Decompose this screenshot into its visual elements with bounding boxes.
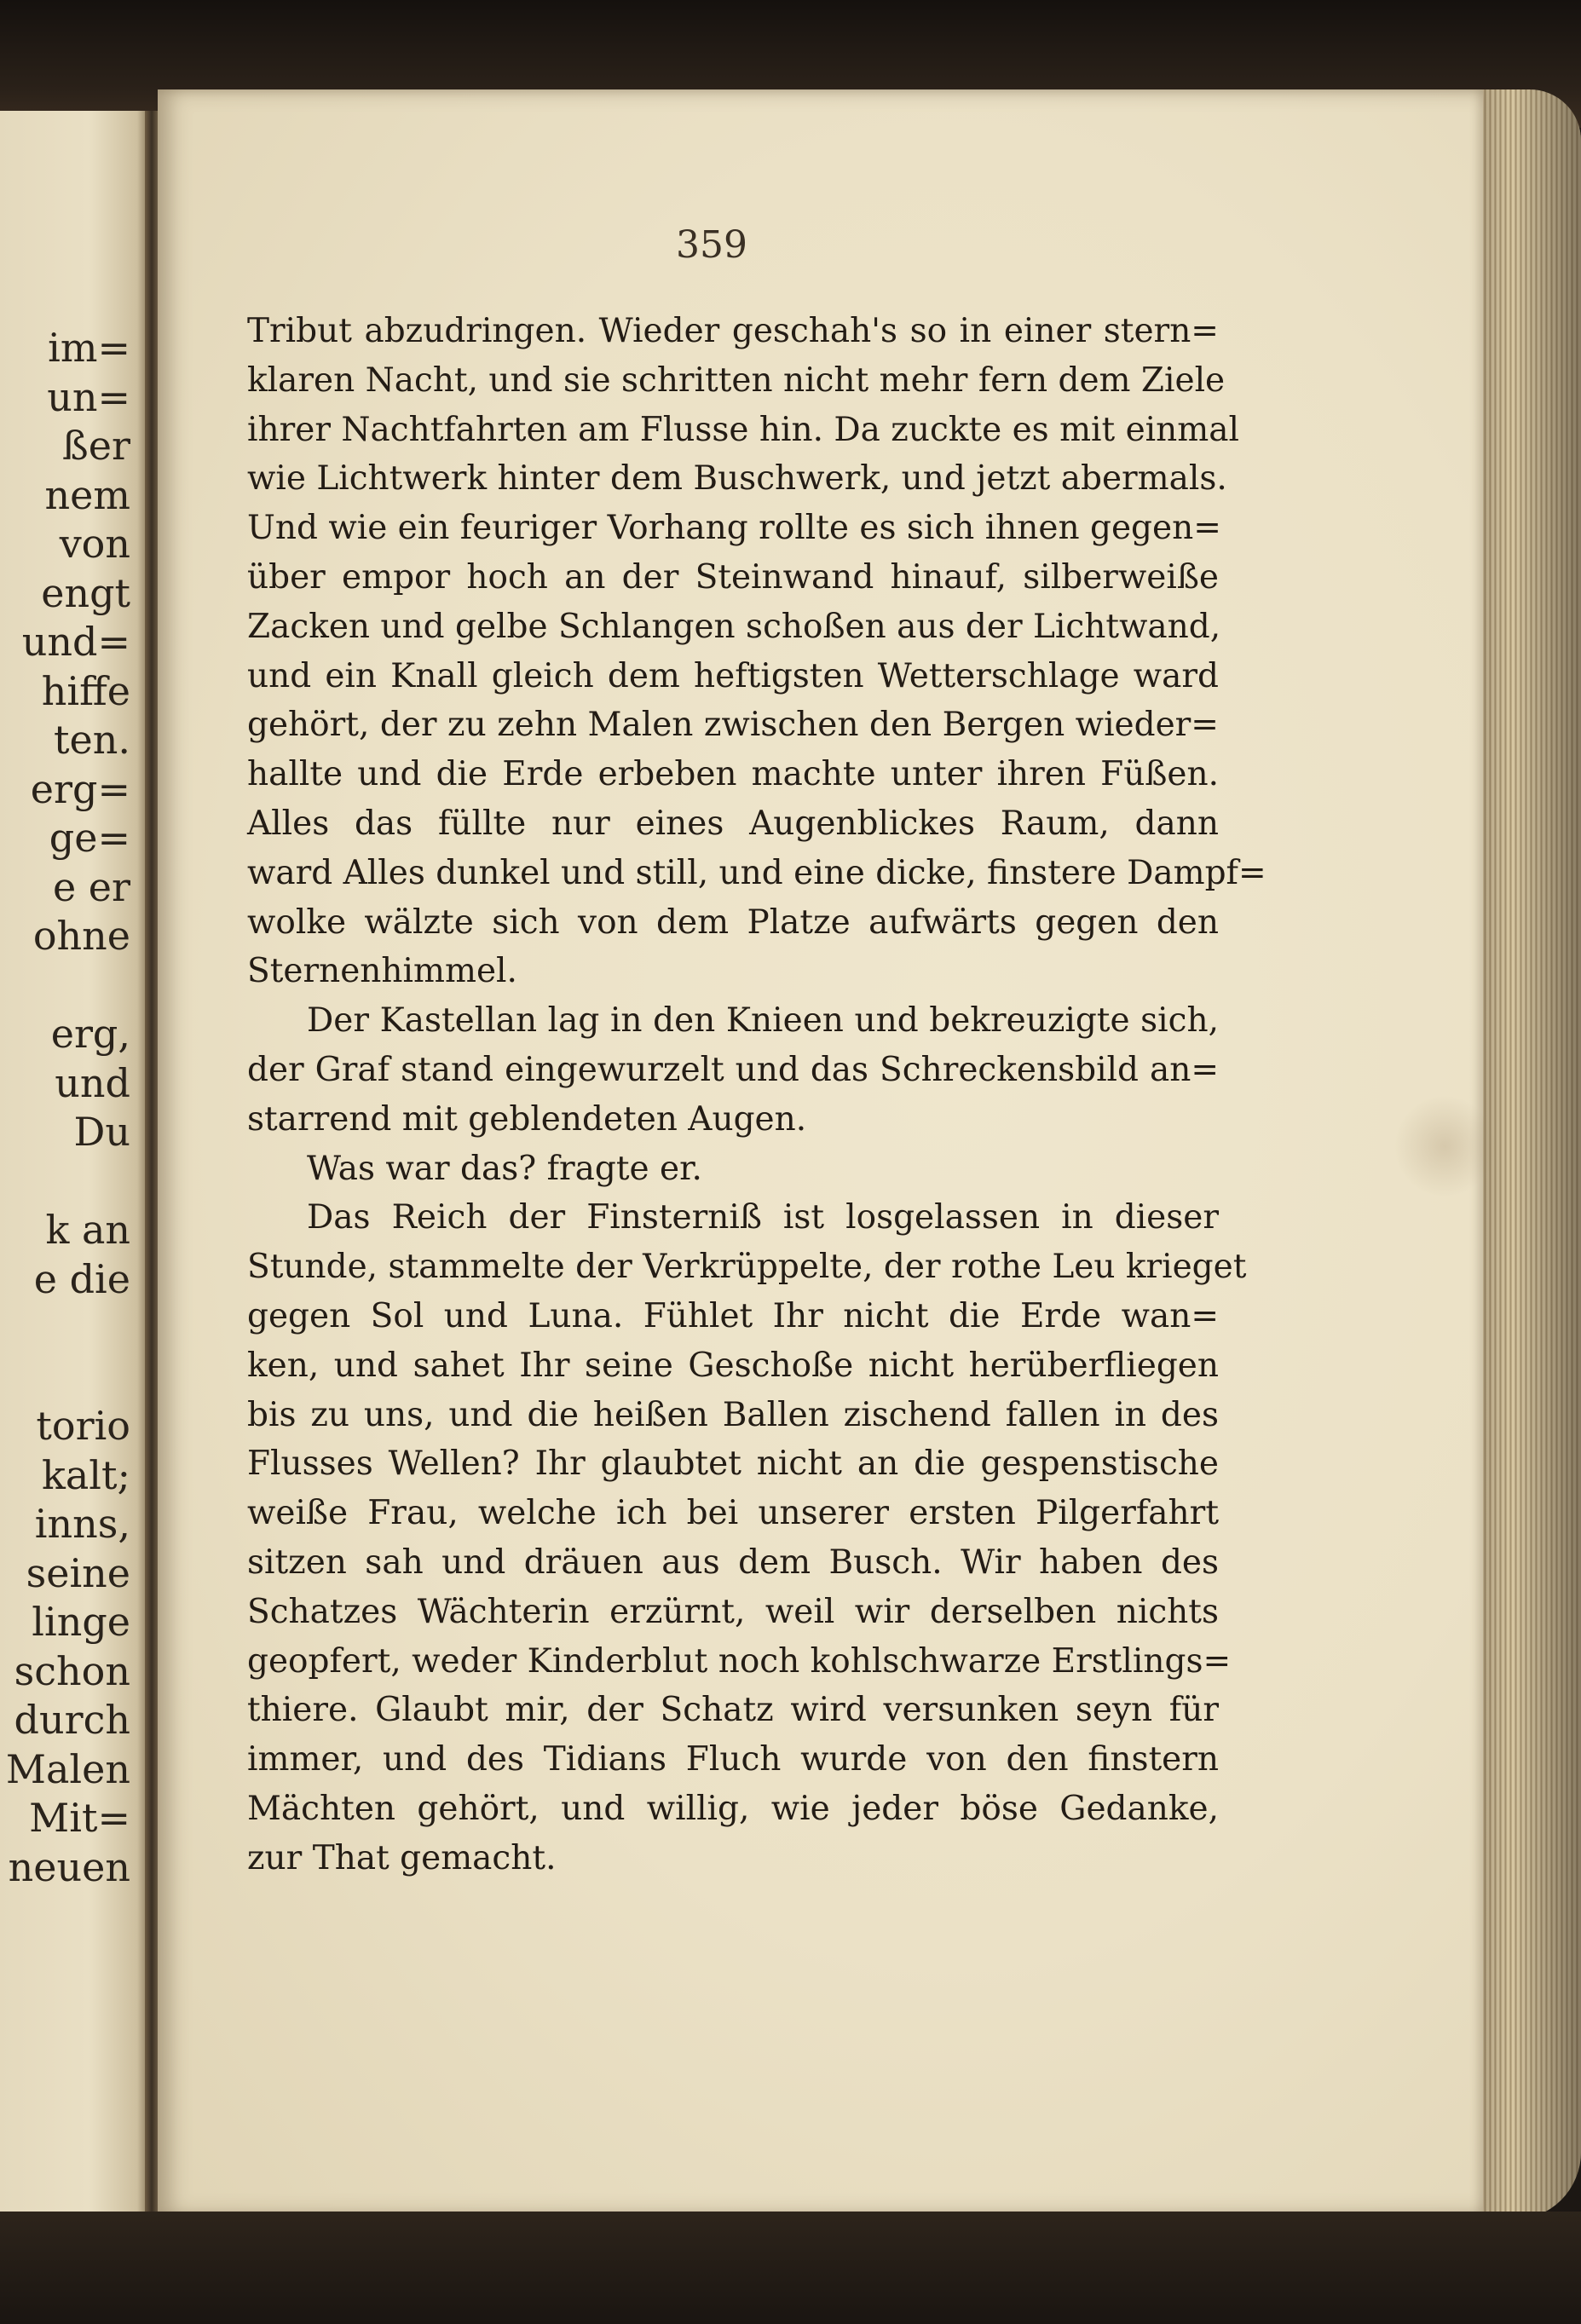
text-line: Stunde, stammelte der Verkrüppelte, der rothe Leu krieget bbox=[247, 1248, 1247, 1287]
text-line: geopfert, weder Kinderblut noch kohlschwarze Erstlings= bbox=[247, 1641, 1232, 1681]
text-line: über empor hoch an der Steinwand hinauf, silberweiße bbox=[247, 557, 1219, 597]
left-page-fragment: erg= bbox=[30, 765, 130, 812]
left-page-fragment: im= bbox=[48, 325, 130, 371]
left-page-fragment: e er bbox=[52, 863, 130, 910]
text-line: gehört, der zu zehn Malen zwischen den Bergen wieder= bbox=[247, 706, 1219, 745]
text-line: gegen Sol und Luna. Fühlet Ihr nicht die Erde wan= bbox=[247, 1296, 1219, 1335]
left-page-fragment: Mit= bbox=[29, 1795, 130, 1841]
page-number: 359 bbox=[676, 223, 747, 267]
text-line: Schatzes Wächterin erzürnt, weil wir derselben nichts bbox=[247, 1592, 1219, 1631]
text-line: bis zu uns, und die heißen Ballen zischend fallen in des bbox=[247, 1395, 1219, 1434]
text-line: Zacken und gelbe Schlangen schoßen aus der Lichtwand, bbox=[247, 607, 1221, 646]
left-page-fragment: ohne bbox=[32, 913, 130, 959]
text-line: thiere. Glaubt mir, der Schatz wird versunken seyn für bbox=[247, 1691, 1219, 1730]
text-line: Sternenhimmel. bbox=[247, 952, 517, 991]
left-page-fragment: kalt; bbox=[42, 1451, 130, 1498]
left-page-fragment bbox=[6, 1353, 130, 1403]
text-line: Alles das füllte nur eines Augenblickes Raum, dann bbox=[247, 804, 1219, 843]
left-page-fragment: ge= bbox=[49, 815, 130, 861]
left-page-fragment: neuen bbox=[8, 1843, 130, 1890]
left-page-fragment: Du bbox=[73, 1109, 130, 1155]
text-line: Mächten gehört, und willig, wie jeder böse Gedanke, bbox=[247, 1789, 1219, 1828]
body-text bbox=[247, 307, 1267, 1883]
left-page-fragment bbox=[6, 1157, 130, 1207]
text-line: Was war das? fragte er. bbox=[307, 1149, 702, 1188]
left-page-fragment: Malen bbox=[5, 1745, 130, 1792]
left-page-fragment: k an bbox=[45, 1207, 130, 1253]
text-line: wolke wälzte sich von dem Platze aufwärts gegen den bbox=[247, 902, 1219, 942]
text-line: Tribut abzudringen. Wieder geschah's so in einer stern= bbox=[247, 312, 1219, 350]
text-line: Und wie ein feuriger Vorhang rollte es sich ihnen gegen= bbox=[247, 509, 1221, 548]
text-line: zur That gemacht. bbox=[247, 1838, 557, 1877]
left-page-fragment: seine bbox=[26, 1549, 130, 1596]
text-line: ward Alles dunkel und still, und eine dicke, finstere Dampf= bbox=[247, 853, 1267, 892]
text-line: sitzen sah und dräuen aus dem Busch. Wir haben des bbox=[247, 1543, 1219, 1582]
left-page-fragment: und bbox=[55, 1059, 130, 1106]
text-line: starrend mit geblendeten Augen. bbox=[247, 1099, 807, 1139]
left-page-fragment: nem bbox=[44, 471, 130, 518]
text-line: Flusses Wellen? Ihr glaubtet nicht an die gespenstische bbox=[247, 1445, 1219, 1484]
left-page-fragment: inns, bbox=[34, 1501, 130, 1547]
left-page-fragment: ßer bbox=[62, 423, 130, 469]
text-line: hallte und die Erde erbeben machte unter ihren Füßen. bbox=[247, 755, 1219, 794]
left-page-text-fragments bbox=[6, 324, 130, 1892]
paper-stain bbox=[1393, 1095, 1496, 1197]
left-page-fragment: und= bbox=[21, 619, 130, 665]
left-page-fragment: e die bbox=[33, 1255, 130, 1302]
left-page-fragment: un= bbox=[47, 373, 130, 420]
text-line: Das Reich der Finsterniß ist losgelassen in dieser bbox=[307, 1198, 1219, 1237]
left-page-fragment: schon bbox=[14, 1647, 130, 1694]
left-page-fragment: erg, bbox=[50, 1011, 130, 1057]
book-cover-bottom bbox=[0, 2212, 1581, 2324]
left-page-fragment: engt bbox=[41, 569, 130, 616]
text-line: weiße Frau, welche ich bei unserer ersten Pilgerfahrt bbox=[247, 1494, 1219, 1533]
left-page-fragment: von bbox=[59, 521, 130, 567]
text-line: klaren Nacht, und sie schritten nicht mehr fern dem Ziele bbox=[247, 360, 1226, 400]
left-page-fragment: hiffe bbox=[41, 667, 130, 714]
text-line: der Graf stand eingewurzelt und das Schreckensbild an= bbox=[247, 1050, 1219, 1089]
left-page-fragment: torio bbox=[36, 1403, 130, 1449]
text-line: ken, und sahet Ihr seine Geschoße nicht herüberfliegen bbox=[247, 1346, 1219, 1385]
left-page-fragment: durch bbox=[14, 1697, 130, 1743]
text-line: immer, und des Tidians Fluch wurde von den finstern bbox=[247, 1740, 1219, 1779]
left-page bbox=[0, 111, 149, 2216]
text-line: und ein Knall gleich dem heftigsten Wetterschlage ward bbox=[247, 656, 1219, 695]
book-gutter bbox=[145, 111, 159, 2216]
left-page-fragment bbox=[6, 961, 130, 1011]
left-page-fragment: linge bbox=[32, 1599, 130, 1645]
text-line: Der Kastellan lag in den Knieen und bekreuzigte sich, bbox=[307, 1001, 1219, 1041]
text-line: ihrer Nachtfahrten am Flusse hin. Da zuckte es mit einmal bbox=[247, 410, 1239, 449]
left-page-fragment bbox=[6, 1304, 130, 1353]
text-line: wie Lichtwerk hinter dem Buschwerk, und jetzt abermals. bbox=[247, 459, 1227, 499]
left-page-fragment: ten. bbox=[54, 717, 130, 763]
